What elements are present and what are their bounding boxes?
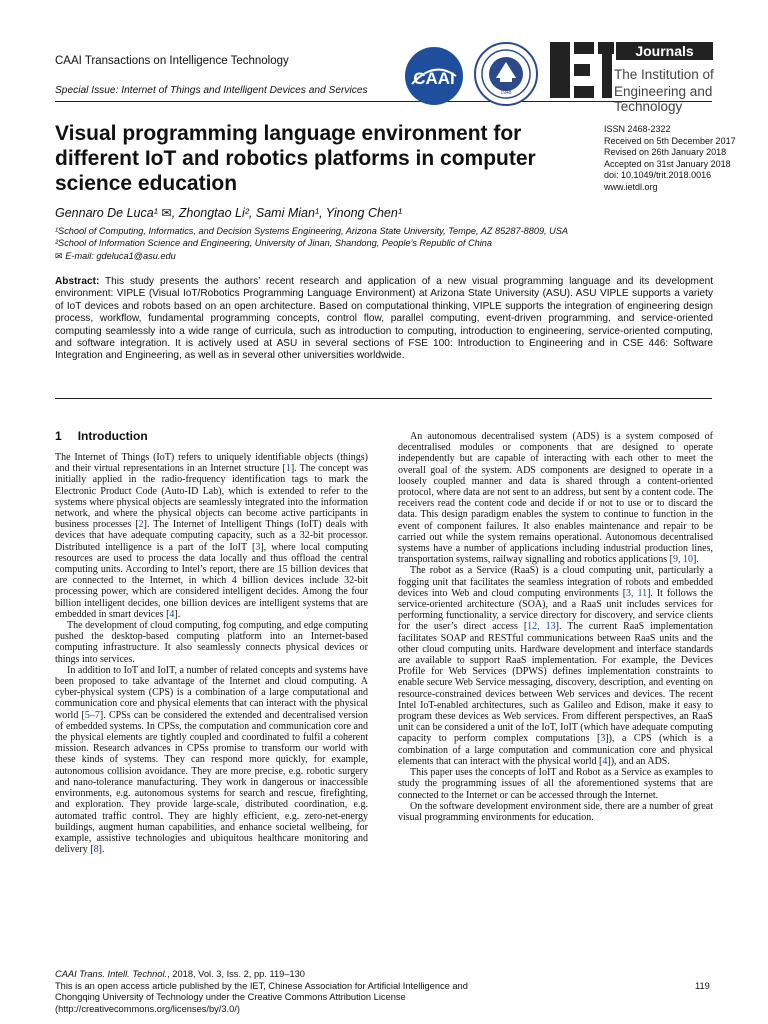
iet-logo <box>550 42 572 98</box>
caai-logo-text: CAAI <box>413 69 455 88</box>
affiliation-2: ²School of Information Science and Engineering, University of Jinan, Shandong, People’s Republic of China <box>55 238 493 248</box>
footer-license-line1: This is an open access article published by the IET, Chinese Association for Artificial Intelligence and <box>55 980 468 991</box>
citation-link[interactable]: 1 <box>285 463 291 475</box>
paragraph: This paper uses the concepts of IoIT and Robot as a Service as examples to study the programming issues of all the aforementioned systems that are connected to the Internet or can be accessed through the Internet. <box>398 767 713 801</box>
citation-link[interactable]: 9, 10 <box>672 554 693 566</box>
received-date: Received on 5th December 2017 <box>604 135 736 146</box>
citation-link[interactable]: 12, 13 <box>527 621 556 633</box>
paragraph: On the software development environment side, there are a number of great visual programming environments for education. <box>398 800 713 823</box>
affiliation-1: ¹School of Computing, Informatics, and Decision Systems Engineering, Arizona State University, Tempe, AZ 85287-8809, USA <box>55 226 569 236</box>
paragraph: In addition to IoT and IoIT, a number of related concepts and systems have been proposed to take advantage of the Internet and cloud computing. A cyber-physical system (CPS) is a combination of a large computational and communication core and physical elements that can interact with the physical world [5–7]. CPSs can be considered the extended and decentralised version of embedded systems. In CPSs, the computation and communication core and the physical elements are tightly coupled and coordinated to fulfil a coherent mission. Research advances in CPSs promise to transform our world with these kinds of systems. They can respond more quickly, for example, autonomous collision avoidance. They are more precise, e.g. robotic surgery and nano-tolerance manufacturing. They work in dangerous or inaccessible environments, e.g. autonomous systems for search and rescue, firefighting, and exploration. They provide large-scale, distributed coordination, e.g. automated traffic control. They are highly efficient, e.g. zero-net-energy buildings, augment human capabilities, and enhance societal wellbeing, for example, assistive technologies and ubiquitous healthcare monitoring and delivery [8]. <box>55 664 368 856</box>
revised-date: Revised on 26th January 2018 <box>604 147 727 157</box>
section-title: Introduction <box>77 429 148 443</box>
paragraph: The robot as a Service (RaaS) is a cloud computing unit, particularly a fogging unit that facilitates the seamless integration of robots and embedded devices into Web and cloud computing environments [3, 11]. It follows the service-oriented architecture (SOA), and a RaaS unit includes services for performing functionality, a service directory for discovery, and service clients for the user’s direct access [12, 13]. The current RaaS implementation facilitates SOAP and RESTful communications between RaaS units and the other cloud computing units. Hardware development and interface standards are available to support RaaS implementation. For example, the Devices Profile for Web Services (DPWS) defines implementation constraints to enable secure Web Service messaging, discovery, description, and eventing on resource-constrained devices between Web services and devices. The recent Intel IoT-enabled architectures, such as Galileo and Edison, make it easy to program these devices as Web services. From different perspectives, an RaaS unit can be considered a unit of the IoT, IoIT (which have adequate computing capacity to perform complex computations [3]), a CPS (which is a combination of a large computation and communication core and physical elements that can interact with the physical world [4]), and an ADS. <box>398 565 713 767</box>
article-title: Visual programming language environment for different IoT and robotics platforms in computer science education <box>55 122 536 195</box>
author-list: Gennaro De Luca¹ ✉, Zhongtao Li², Sami Mian¹, Yinong Chen¹ <box>55 206 403 220</box>
issn: ISSN 2468-2322 <box>604 124 671 134</box>
citation-link[interactable]: 5–7 <box>84 709 100 721</box>
caai-logo <box>404 46 464 106</box>
university-seal-logo <box>474 42 538 106</box>
body-column-right <box>398 431 713 823</box>
iet-name-line2: Engineering and Technology <box>614 84 713 114</box>
footer-license-link[interactable]: (http://creativecommons.org/licenses/by/3.0/) <box>55 1003 240 1014</box>
journals-label: Journals <box>616 42 713 60</box>
iet-name-line1: The Institution of <box>614 67 714 82</box>
special-issue: Special Issue: Internet of Things and Intelligent Devices and Services <box>55 85 368 96</box>
abstract-label: Abstract: <box>55 276 100 287</box>
journal-name: CAAI Transactions on Intelligence Technology <box>55 55 289 67</box>
paragraph: An autonomous decentralised system (ADS) is a system composed of decentralised modules or components that are designed to operate independently but are capable of interacting with each other to meet the overall goal of the system. ADS components are designed to operate in a loosely coupled manner and data is shared through a content-oriented protocol, where data are not sent to an address, but sent by a content code. The receivers read the content code and decide if or not to use or to discard the data. This design paradigm enables the system to continue to function in the event of component failures. It also enables maintenance and repair to be carried out while the system remains operational. Autonomous decentralised systems have a number of applications including industrial production lines, transportation systems, railway signalling and robotics applications [9, 10]. <box>398 431 713 566</box>
accepted-date: Accepted on 31st January 2018 <box>604 158 731 169</box>
abstract <box>55 276 713 363</box>
citation-link[interactable]: 3, 11 <box>626 587 648 599</box>
abstract-text: This study presents the authors’ recent research and application of a new visual programming language and its development environment: VIPLE (Visual IoT/Robotics Programming Language Environment) at Arizona State University (ASU). ASU VIPLE supports a variety of IoT devices and robots based on an open architecture. Based on computational thinking, VIPLE supports the integration of engineering design process, workflow, fundamental programming concepts, control flow, parallel computing, event-driven programming, and service-oriented computing seamlessly into a wide range of curricula, such as introduction to computing, introduction to engineering, service-oriented computing, and software integration. It is actively used at ASU in several sections of FSE 100: Introduction to Engineering and in CSE 446: Software Integration and Engineering, as well as in several other universities worldwide. <box>55 276 713 362</box>
website[interactable]: www.ietdl.org <box>604 181 658 192</box>
footer-license-line2: Chongqing University of Technology under the Creative Commons Attribution License <box>55 992 406 1002</box>
body-column-left <box>55 452 368 855</box>
citation-link[interactable]: 2 <box>138 519 144 531</box>
footer-citation: CAAI Trans. Intell. Technol., 2018, Vol. 3, Iss. 2, pp. 119–130 <box>55 969 305 979</box>
doi: doi: 10.1049/trit.2018.0016 <box>604 170 712 180</box>
page-footer <box>55 969 713 1015</box>
page-number: 119 <box>695 981 710 991</box>
paragraph: The Internet of Things (IoT) refers to uniquely identifiable objects (things) and their virtual representations in an Internet structure [1]. The concept was initially applied in the radio-frequency identification tags to mark the Electronic Product Code (Auto-ID Lab), which is extended to refer to the systems where physical objects are seamlessly integrated into the information network, and where the physical objects can become active participants in business processes [2]. The Internet of Intelligent Things (IoIT) deals with devices that have adequate computing capacity, such as a 32-bit processor. Distributed intelligence is a part of the IoIT [3], where local computing resources are used to process the data locally and thus offload the central computing units. According to Intel’s report, there are 15 billion devices that are connected to the Internet, in which 4 billion devices include 32-bit processing power, which are considered intelligent decides. Among the four billion intelligent decides, one billion devices are intelligent systems that are embedded in smart devices [4]. <box>55 452 369 620</box>
corresponding-email[interactable]: ✉ E-mail: gdeluca1@asu.edu <box>55 251 176 261</box>
seal-year: 1948 <box>500 90 512 96</box>
abstract-divider <box>55 398 712 399</box>
citation-link[interactable]: 8 <box>93 844 99 856</box>
section-heading <box>55 429 148 443</box>
citation-link[interactable]: 3 <box>600 733 606 745</box>
article-meta <box>604 124 736 193</box>
paragraph: The development of cloud computing, fog computing, and edge computing pushed the desktop-based computing platform into an Internet-based computing infrastructure. It also seamlessly connects physical devices or things into services. <box>55 620 368 665</box>
citation-link[interactable]: 4 <box>169 608 175 620</box>
section-number: 1 <box>55 429 62 443</box>
citation-link[interactable]: 3 <box>255 541 261 553</box>
citation-link[interactable]: 4 <box>602 755 608 767</box>
iet-letters-graphic <box>574 42 614 98</box>
